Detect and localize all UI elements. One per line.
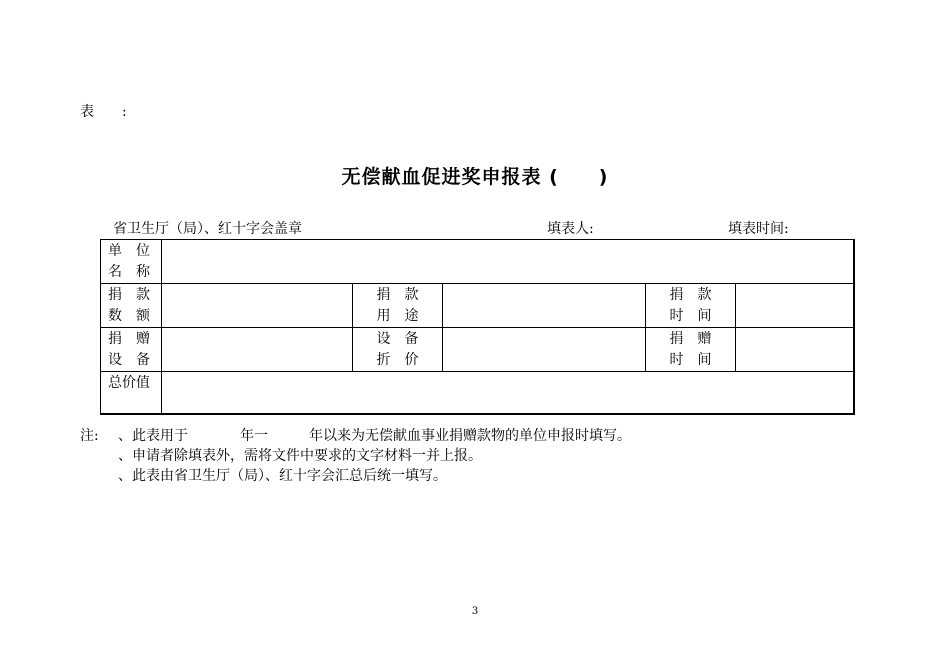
label-line: 用 途 <box>376 308 419 324</box>
label-line: 捐 款 <box>669 287 712 303</box>
stamp-label: 省卫生厅（局）、红十字会盖章 <box>113 221 302 237</box>
filler-label: 填表人: <box>547 221 594 237</box>
table-row <box>101 328 854 372</box>
equipment-time-label <box>646 328 736 372</box>
label-line: 设 备 <box>108 352 150 368</box>
unit-name-label <box>101 240 162 284</box>
donation-use-label <box>353 284 443 328</box>
label-line: 捐 赠 <box>669 331 712 347</box>
total-value-label: 总价值 <box>101 372 162 414</box>
label-line: 数 额 <box>108 308 150 324</box>
equipment-value-label <box>353 328 443 372</box>
note-1-part-c: 年以来为无偿献血事业捐赠款物的单位申报时填写。 <box>309 428 631 444</box>
label-line: 单 位 <box>108 243 150 259</box>
table-row <box>101 240 854 284</box>
page-number: 3 <box>471 606 479 617</box>
note-2-text: 、申请者除填表外，需将文件中要求的文字材料一并上报。 <box>118 448 482 464</box>
label-line: 时 间 <box>669 352 712 368</box>
page-title: 无偿献血促进奖申报表 ( ) <box>341 166 609 188</box>
donation-amount-label <box>101 284 162 328</box>
donated-equipment-field[interactable] <box>162 328 353 372</box>
note-3-text: 、此表由省卫生厅（局）、红十字会汇总后统一填写。 <box>118 468 447 484</box>
label-line: 时 间 <box>669 308 712 324</box>
donation-time-field[interactable] <box>736 284 854 328</box>
donation-use-field[interactable] <box>443 284 646 328</box>
label-line: 折 价 <box>376 352 419 368</box>
donation-amount-field[interactable] <box>162 284 353 328</box>
note-1-part-b: 年一 <box>240 428 268 444</box>
donated-equipment-label <box>101 328 162 372</box>
label-line: 设 备 <box>376 331 419 347</box>
total-value-field[interactable] <box>162 372 854 414</box>
equipment-value-field[interactable] <box>443 328 646 372</box>
application-form-table <box>100 239 855 415</box>
label-line: 捐 款 <box>376 287 419 303</box>
note-1-part-a: 、此表用于 <box>118 428 188 444</box>
table-label: 表 : <box>80 104 127 120</box>
unit-name-field[interactable] <box>162 240 854 284</box>
fill-time-label: 填表时间: <box>728 221 789 237</box>
table-row <box>101 372 854 414</box>
equipment-time-field[interactable] <box>736 328 854 372</box>
label-line: 捐 款 <box>108 287 150 303</box>
label-line: 名 称 <box>108 264 150 280</box>
donation-time-label <box>646 284 736 328</box>
table-row <box>101 284 854 328</box>
label-line: 捐 赠 <box>108 331 150 347</box>
notes-prefix: 注: <box>80 428 99 444</box>
